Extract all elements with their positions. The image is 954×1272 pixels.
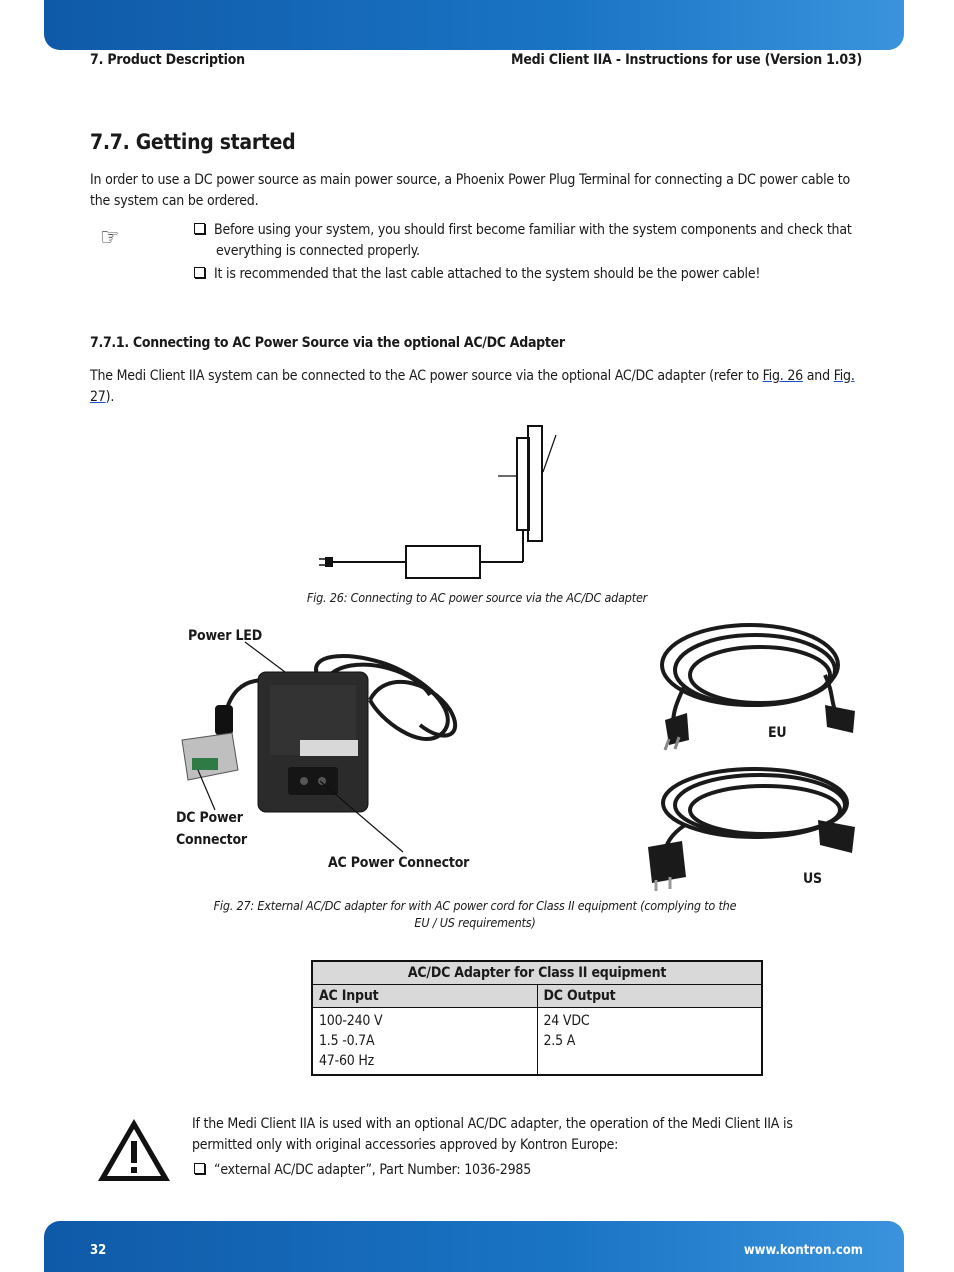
label-eu: EU [768, 725, 787, 741]
label-connector: Connector [176, 832, 247, 848]
note-list [194, 220, 854, 285]
fig27-link[interactable]: Fig. 27 [90, 368, 855, 405]
table-cell-dc-output: 24 VDC 2.5 A [537, 1008, 762, 1076]
table-cell-ac-input: 100-240 V 1.5 -0.7A 47-60 Hz [312, 1008, 537, 1076]
us-plug [648, 841, 686, 883]
dc-plug [182, 733, 238, 780]
note-item: It is recommended that the last cable attached to the system should be the power cable! [194, 264, 854, 285]
table-header-ac-input: AC Input [312, 985, 537, 1008]
subsection-paragraph: The Medi Client IIA system can be connected to the AC power source via the optional AC/DC adapter (refer to Fig. 26 and Fig. 27). [90, 368, 855, 405]
warning-triangle-icon [96, 1117, 172, 1183]
table-title: AC/DC Adapter for Class II equipment [312, 961, 762, 985]
warning-item: “external AC/DC adapter”, Part Number: 1036-2985 [194, 1160, 854, 1181]
subsection-title: 7.7.1. Connecting to AC Power Source via the optional AC/DC Adapter [90, 335, 565, 351]
warning-text: If the Medi Client IIA is used with an optional AC/DC adapter, the operation of the Medi Client IIA is permitted only with original accessories approved by Kontron Europe: [192, 1116, 793, 1153]
us-cord-photo [640, 765, 860, 895]
system-outline [528, 426, 542, 541]
fig27-caption: Fig. 27: External AC/DC adapter for with AC power cord for Class II equipment (complying to the EU / US requirements) [213, 898, 737, 930]
adapter-label [300, 740, 358, 756]
page-number: 32 [90, 1243, 107, 1258]
fig26-caption: Fig. 26: Connecting to AC power source via the AC/DC adapter [306, 590, 648, 605]
header-section: 7. Product Description [90, 52, 245, 68]
intro-paragraph: In order to use a DC power source as main power source, a Phoenix Power Plug Terminal for connecting a DC power cable to the system can be ordered. [90, 172, 851, 209]
top-banner [44, 0, 904, 50]
plug-icon [325, 557, 333, 567]
label-us: US [803, 871, 822, 887]
note-item: Before using your system, you should first become familiar with the system components and check that everything is connected properly. [194, 220, 854, 262]
label-power-led: Power LED [188, 628, 262, 644]
section-title: 7.7. Getting started [90, 130, 296, 154]
header-doc-title: Medi Client IIA - Instructions for use (Version 1.03) [510, 52, 862, 68]
checkbox-bullet-icon [194, 1163, 205, 1174]
fig26-diagram [310, 420, 570, 585]
pointing-hand-icon: ☞ [100, 223, 120, 251]
label-dc-power: DC Power [176, 810, 243, 826]
checkbox-bullet-icon [194, 223, 205, 234]
fig26-link[interactable]: Fig. 26 [762, 368, 803, 384]
adapter-box [406, 546, 480, 578]
adapter-spec-table [311, 960, 763, 1076]
eu-cord-photo [655, 615, 865, 755]
label-ac-power-connector: AC Power Connector [328, 855, 470, 871]
table-header-dc-output: DC Output [537, 985, 762, 1008]
checkbox-bullet-icon [194, 267, 205, 278]
footer-website[interactable]: www.kontron.com [743, 1243, 863, 1258]
